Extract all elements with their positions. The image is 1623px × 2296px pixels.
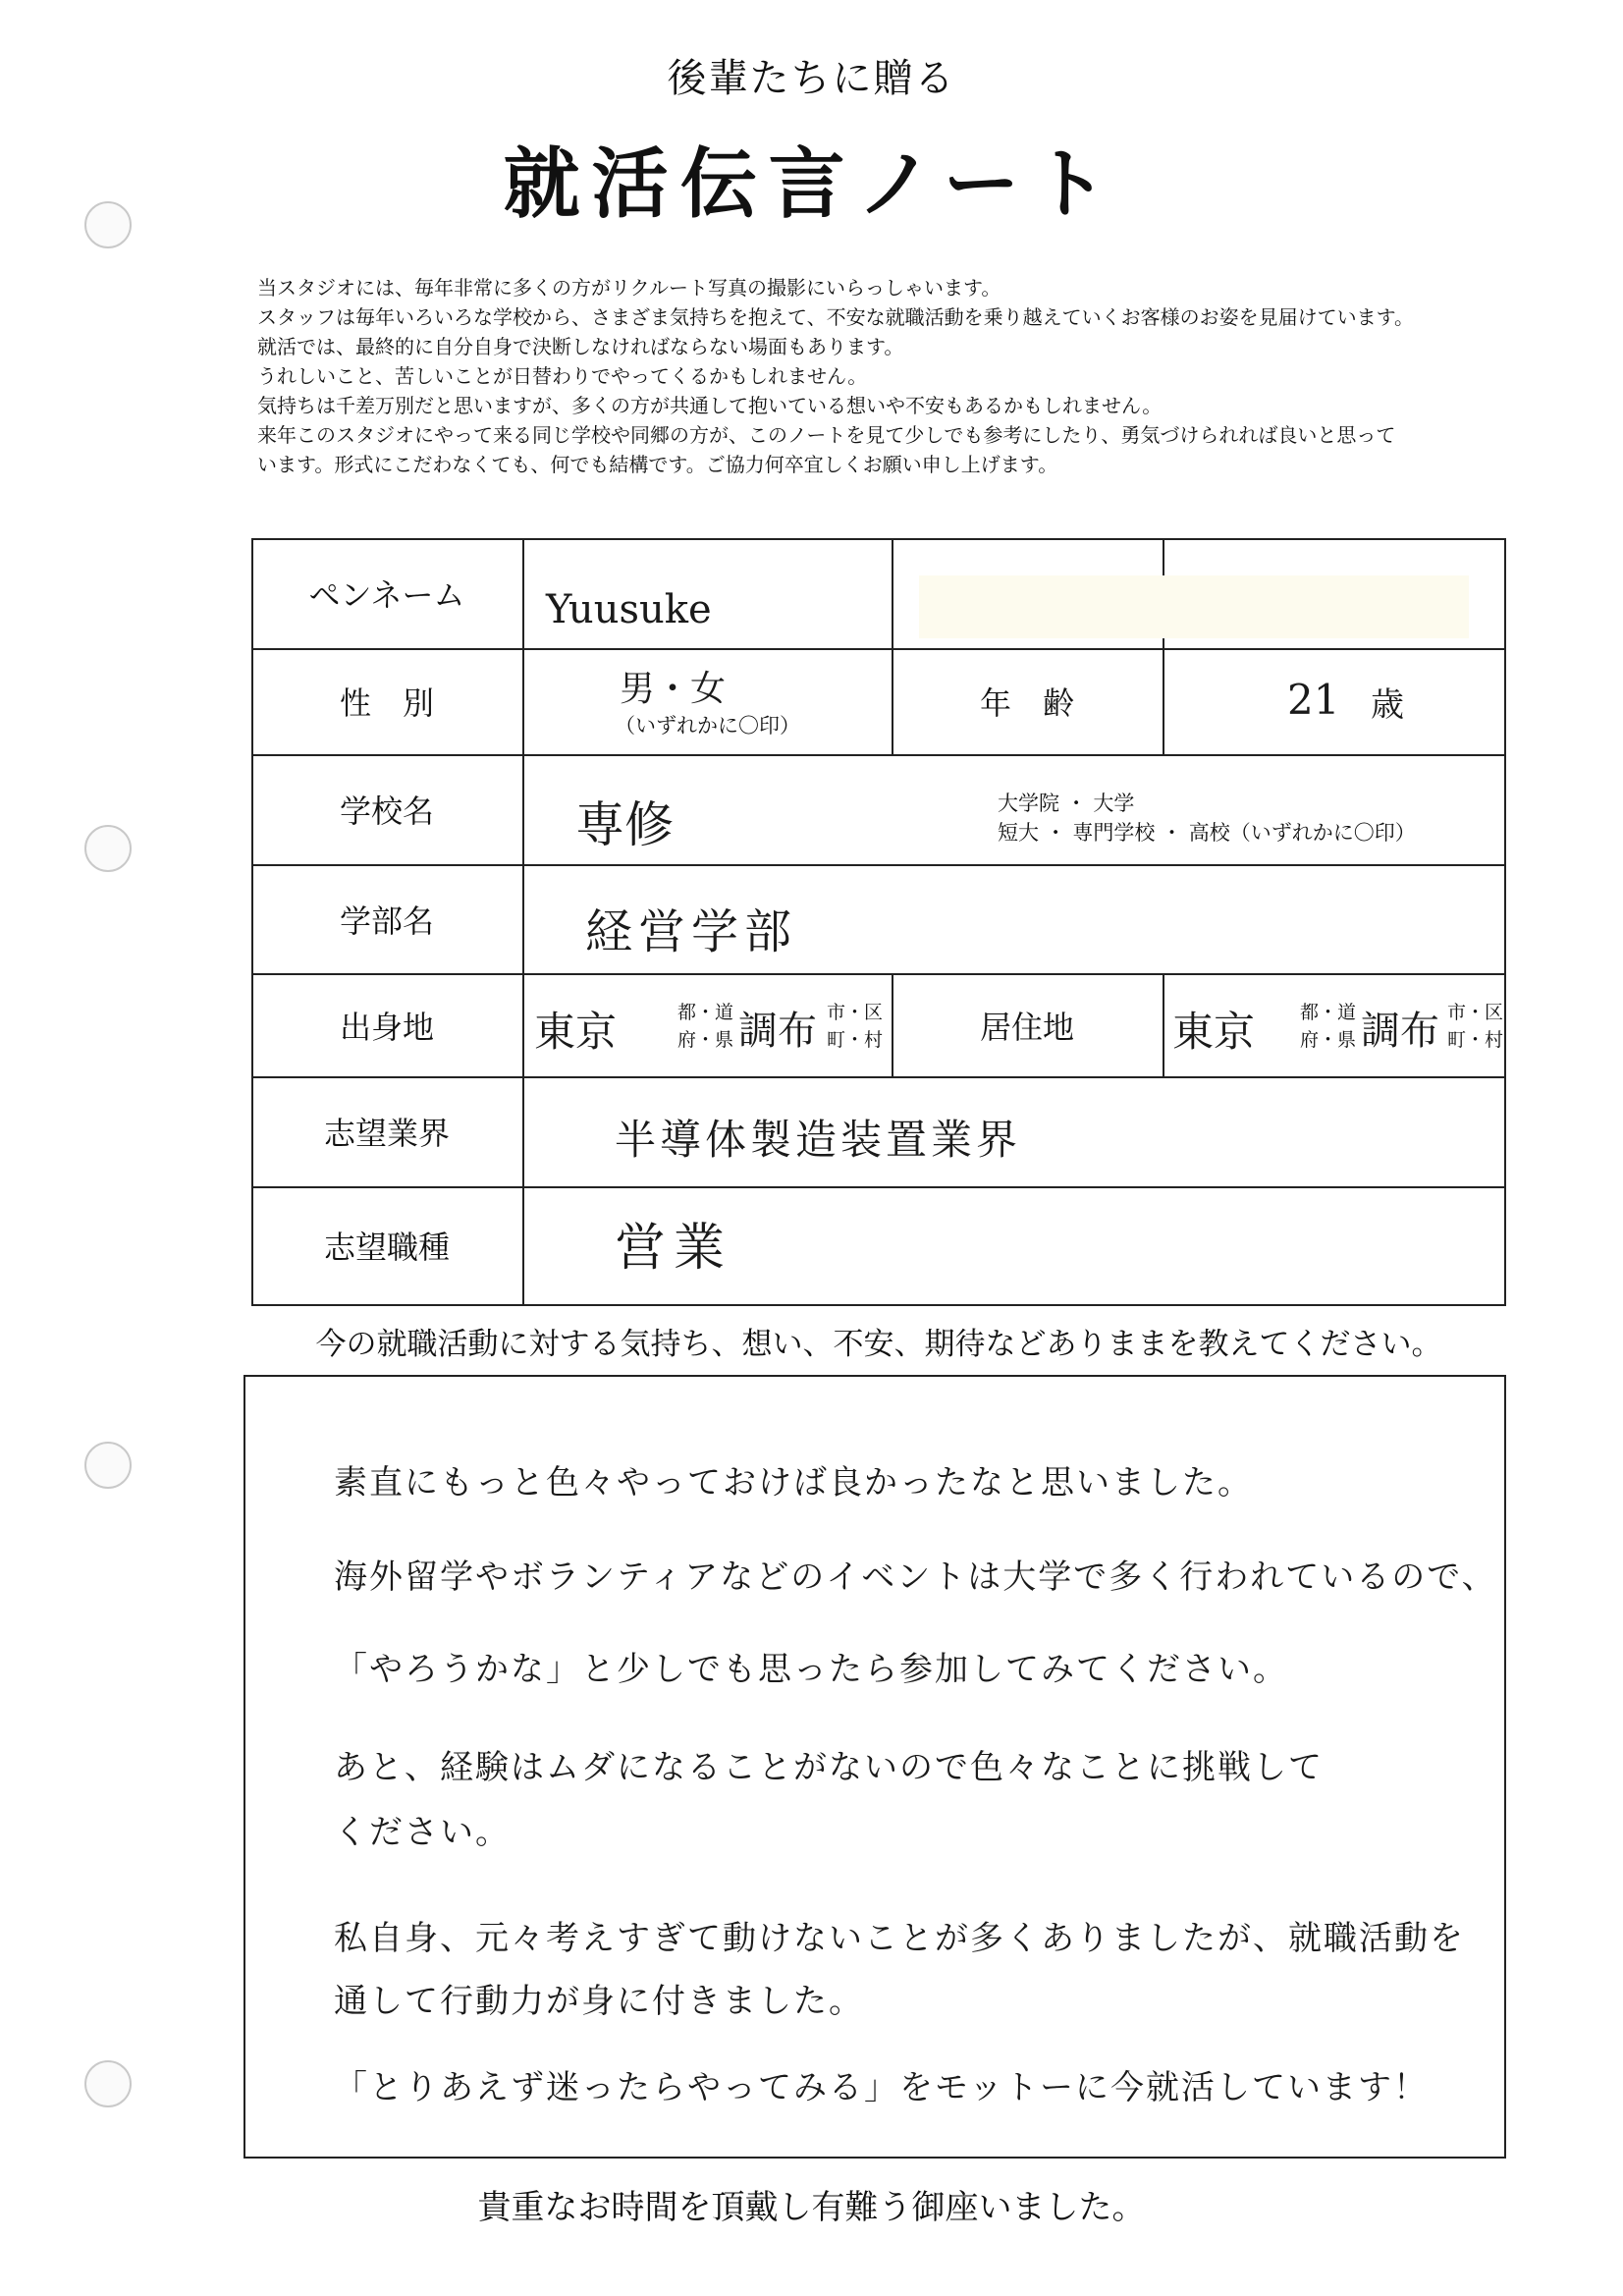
binder-hole (84, 825, 132, 872)
message-prompt: 今の就職活動に対する気持ち、想い、不安、期待などありままを教えてください。 (315, 1326, 1442, 1362)
residence-pref: 東京 (1172, 1008, 1256, 1056)
job-value: 営業 (615, 1219, 733, 1278)
job-label: 志望職種 (323, 1229, 450, 1266)
grid-line (1504, 538, 1506, 1306)
message-line: 通して行動力が身に付きました。 (334, 1982, 864, 2021)
hometown-city-unit: 市・区 (827, 1002, 884, 1023)
school-value: 専修 (575, 796, 674, 853)
residence-city-unit: 町・村 (1447, 1029, 1504, 1051)
grid-line (1163, 973, 1164, 1076)
profile-form (251, 538, 1506, 1306)
message-line: 私自身、元々考えすぎて動けないことが多くありましたが、就職活動を (334, 1919, 1465, 1958)
age-label: 年 齢 (979, 684, 1074, 722)
intro-text (257, 273, 1602, 479)
hometown-pref: 東京 (534, 1008, 618, 1056)
intro-line: 気持ちは千差万別だと思いますが、多くの方が共通して抱いている想いや不安もあるかもしれません。 (257, 394, 1163, 417)
intro-line: 当スタジオには、毎年非常に多くの方がリクルート写真の撮影にいらっしゃいます。 (257, 276, 1001, 300)
industry-value: 半導体製造装置業界 (615, 1116, 1022, 1164)
redacted-area (919, 575, 1469, 638)
message-line: 「とりあえず迷ったらやってみる」をモットーに今就活しています！ (334, 2068, 1429, 2107)
school-label: 学校名 (339, 793, 434, 830)
gender-note: （いずれかに〇印） (615, 714, 800, 738)
age-unit: 歳 (1371, 685, 1404, 725)
pen-name-value: Yuusuke (546, 587, 712, 632)
residence-pref-unit: 都・道 (1300, 1002, 1357, 1023)
message-line: 素直にもっと色々やっておけば良かったなと思いました。 (334, 1463, 1253, 1503)
residence-pref-unit: 府・県 (1300, 1029, 1357, 1051)
intro-line: 来年このスタジオにやって来る同じ学校や同郷の方が、このノートを見て少しでも参考にしたり、勇気づけられれば良いと思って (257, 423, 1396, 447)
message-line: 「やろうかな」と少しでも思ったら参加してみてください。 (334, 1650, 1288, 1689)
faculty-value: 経営学部 (585, 904, 798, 959)
grid-line (1163, 538, 1164, 754)
grid-line (522, 538, 524, 1306)
message-line: 海外留学やボランティアなどのイベントは大学で多く行われているので、 (334, 1558, 1497, 1597)
binder-hole (84, 1442, 132, 1489)
page-title: 就活伝言ノート (503, 140, 1120, 229)
residence-label: 居住地 (979, 1008, 1074, 1046)
intro-line: スタッフは毎年いろいろな学校から、さまざま気持ちを抱えて、不安な就職活動を乗り越えていくお客様のお姿を見届けています。 (257, 305, 1414, 329)
message-line: あと、経験はムダになることがないので色々なことに挑戦して (334, 1748, 1324, 1787)
residence-city: 調布 (1361, 1009, 1439, 1054)
page-subtitle: 後輩たちに贈る (667, 56, 956, 101)
intro-line: うれしいこと、苦しいことが日替わりでやってくるかもしれません。 (257, 364, 868, 388)
industry-label: 志望業界 (323, 1115, 450, 1152)
school-type-line1: 大学院 ・ 大学 (998, 792, 1135, 815)
footer-thanks: 貴重なお時間を頂戴し有難う御座いました。 (477, 2188, 1146, 2227)
school-type-line2: 短大 ・ 専門学校 ・ 高校（いずれかに〇印） (998, 821, 1416, 845)
intro-line: います。形式にこだわなくても、何でも結構です。ご協力何卒宜しくお願い申し上げます。 (257, 453, 1058, 476)
age-value: 21 (1287, 676, 1340, 724)
hometown-city-unit: 町・村 (827, 1029, 884, 1051)
faculty-label: 学部名 (339, 902, 434, 940)
hometown-pref-unit: 都・道 (677, 1002, 734, 1023)
hometown-pref-unit: 府・県 (677, 1029, 734, 1051)
gender-label: 性 別 (339, 684, 434, 722)
binder-hole (84, 2060, 132, 2107)
residence-city-unit: 市・区 (1447, 1002, 1504, 1023)
message-line: ください。 (334, 1813, 511, 1852)
pen-name-label: ペンネーム (308, 576, 465, 614)
hometown-city: 調布 (738, 1009, 817, 1054)
gender-options: 男・女 (620, 669, 727, 709)
hometown-label: 出身地 (339, 1008, 434, 1046)
intro-line: 就活では、最終的に自分自身で決断しなければならない場面もあります。 (257, 335, 904, 358)
